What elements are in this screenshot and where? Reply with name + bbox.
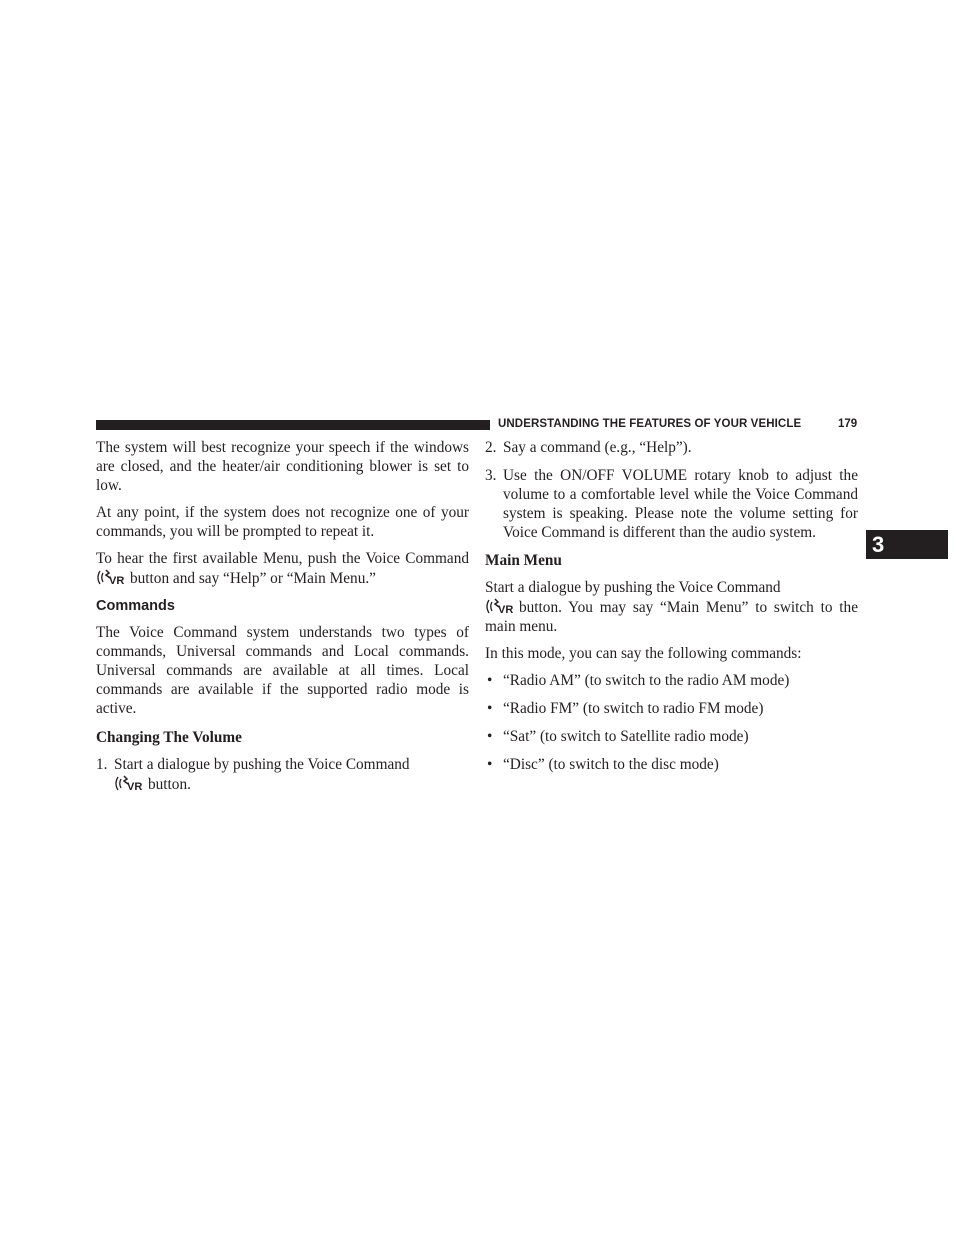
step-number: 1. bbox=[96, 756, 108, 773]
paragraph-first-menu-text-b: button and say “Help” or “Main Menu.” bbox=[130, 570, 376, 587]
list-item bbox=[485, 727, 858, 746]
list-item-text: “Sat” (to switch to Satellite radio mode) bbox=[503, 728, 749, 745]
volume-step-1 bbox=[96, 755, 469, 794]
list-item bbox=[485, 699, 858, 718]
svg-text:VR: VR bbox=[498, 604, 514, 616]
volume-step-1-text-a: Start a dialogue by pushing the Voice Command bbox=[114, 756, 410, 773]
volume-step-2 bbox=[485, 438, 858, 457]
left-column bbox=[96, 438, 469, 803]
step-number: 2. bbox=[485, 439, 497, 456]
main-menu-heading: Main Menu bbox=[485, 552, 562, 569]
list-item-text: “Disc” (to switch to the disc mode) bbox=[503, 756, 719, 773]
volume-step-3-text: Use the ON/OFF VOLUME rotary knob to adjust the volume to a comfortable level while the Voice Command system is speaking. Please note the volume setting for Voice Command is different than the audio system. bbox=[503, 467, 858, 541]
paragraph-mode-intro: In this mode, you can say the following commands: bbox=[485, 645, 802, 662]
volume-step-3 bbox=[485, 466, 858, 542]
volume-step-2-text: Say a command (e.g., “Help”). bbox=[503, 439, 692, 456]
paragraph-main-menu-text-b: button. You may say “Main Menu” to switch to the main menu. bbox=[485, 599, 858, 635]
svg-text:VR: VR bbox=[127, 781, 143, 793]
paragraph-speech-recognition: The system will best recognize your speech if the windows are closed, and the heater/air conditioning blower is set to low. bbox=[96, 439, 469, 494]
page-number: 179 bbox=[838, 418, 858, 430]
voice-command-icon bbox=[485, 597, 519, 616]
paragraph-repeat-command: At any point, if the system does not recognize one of your commands, you will be prompted to repeat it. bbox=[96, 504, 469, 540]
paragraph-main-menu-text-a: Start a dialogue by pushing the Voice Command bbox=[485, 579, 781, 596]
bullet-glyph: • bbox=[487, 700, 493, 717]
step-number: 3. bbox=[485, 467, 497, 484]
right-column bbox=[485, 438, 858, 783]
chapter-tab: 3 bbox=[866, 530, 948, 559]
paragraph-command-types: The Voice Command system understands two types of commands, Universal commands and Local commands. Universal commands are available at all times. Local commands are available if the supported radio mode is active. bbox=[96, 624, 469, 717]
list-item bbox=[485, 671, 858, 690]
volume-step-1-text-b: button. bbox=[148, 776, 191, 793]
paragraph-first-menu bbox=[96, 549, 469, 588]
list-item-text: “Radio FM” (to switch to radio FM mode) bbox=[503, 700, 764, 717]
commands-heading: Commands bbox=[96, 598, 175, 614]
paragraph-first-menu-text-a: To hear the first available Menu, push the Voice Command bbox=[96, 550, 469, 567]
list-item bbox=[485, 755, 858, 774]
voice-command-icon bbox=[114, 774, 148, 793]
paragraph-main-menu bbox=[485, 578, 858, 636]
list-item-text: “Radio AM” (to switch to the radio AM mode) bbox=[503, 672, 790, 689]
bullet-glyph: • bbox=[487, 672, 493, 689]
voice-command-icon bbox=[96, 568, 130, 587]
changing-volume-heading: Changing The Volume bbox=[96, 729, 242, 746]
header-rule bbox=[96, 420, 490, 430]
running-header-title: UNDERSTANDING THE FEATURES OF YOUR VEHICLE bbox=[498, 418, 802, 430]
bullet-glyph: • bbox=[487, 756, 493, 773]
svg-text:VR: VR bbox=[109, 575, 125, 587]
bullet-glyph: • bbox=[487, 728, 493, 745]
